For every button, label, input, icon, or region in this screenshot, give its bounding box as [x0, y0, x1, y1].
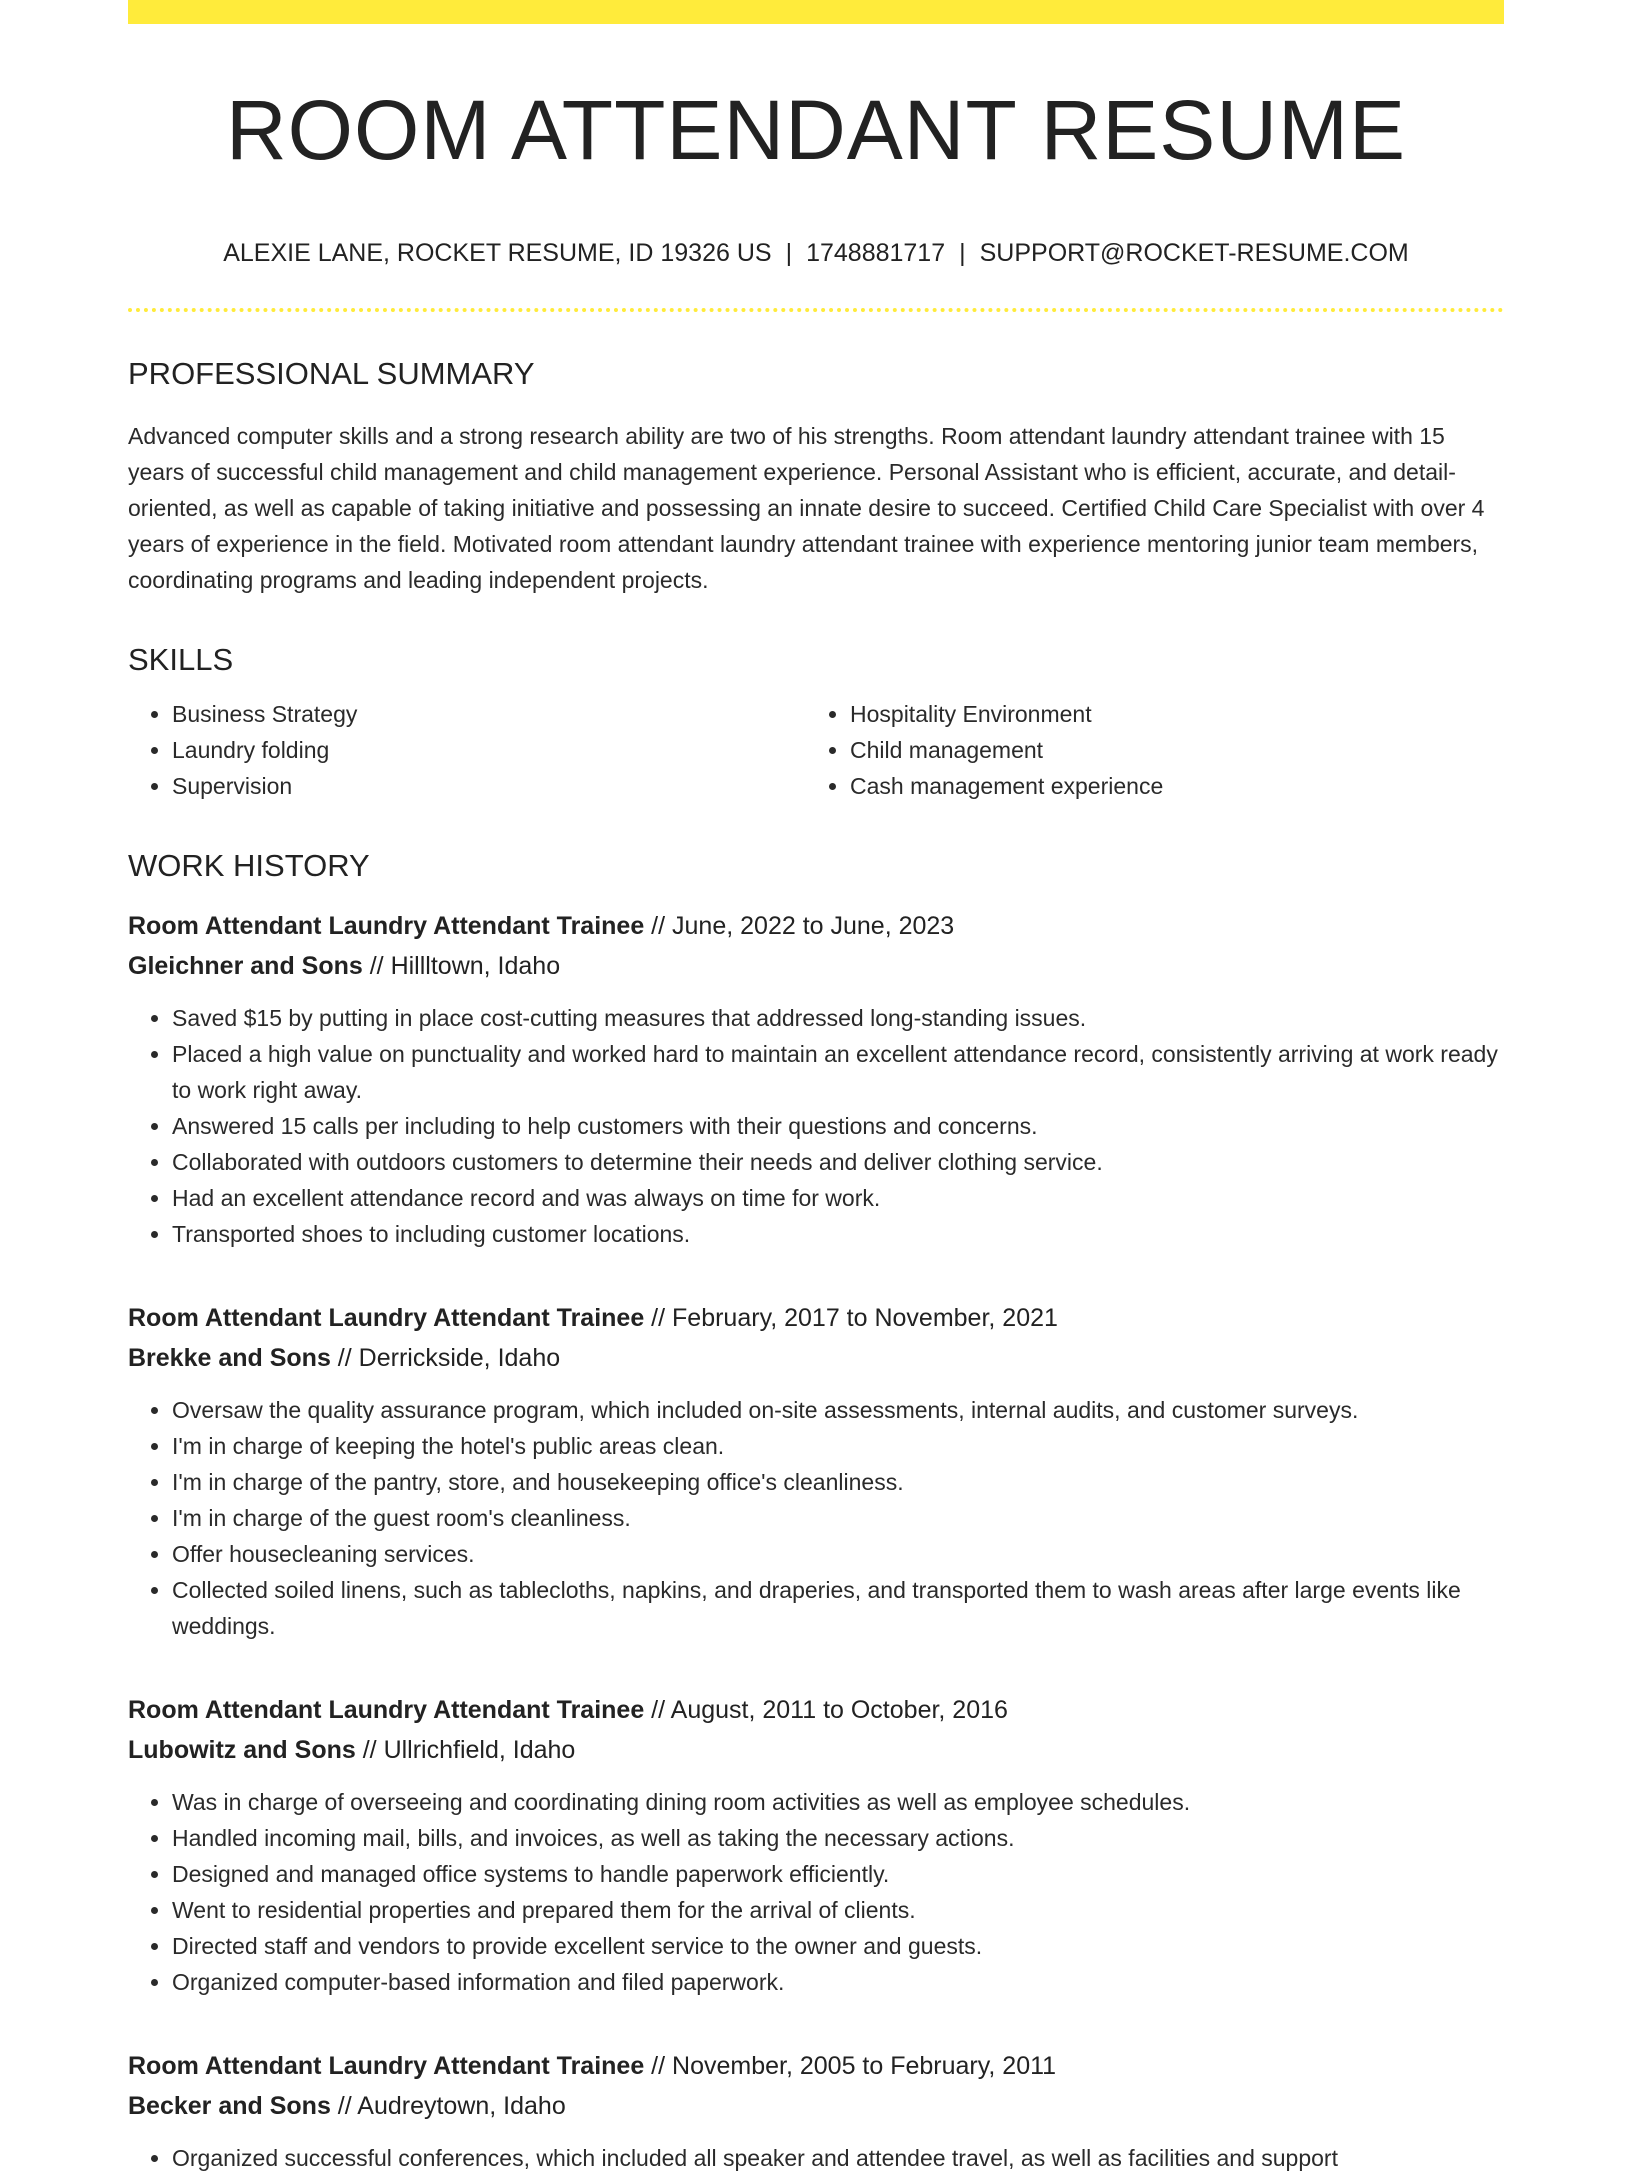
- job-delimiter: //: [330, 1344, 359, 1372]
- contact-email: SUPPORT@ROCKET-RESUME.COM: [979, 239, 1409, 267]
- job-location: Derrickside, Idaho: [358, 1344, 561, 1372]
- skill-item: • Cash management experience: [850, 768, 1484, 804]
- job-title: Room Attendant Laundry Attendant Trainee: [128, 1304, 645, 1332]
- job-company: Gleichner and Sons: [128, 952, 363, 980]
- job-delimiter: //: [362, 952, 391, 980]
- job-title: Room Attendant Laundry Attendant Trainee: [128, 912, 645, 940]
- contact-separator: |: [785, 239, 793, 267]
- job-bullet: • Designed and managed office systems to handle paperwork efficiently.: [172, 1856, 1504, 1892]
- job-bullets: [128, 1784, 1504, 2000]
- job-bullet: • Answered 15 calls per including to help customers with their questions and concerns.: [172, 1108, 1504, 1144]
- contact-address: ALEXIE LANE, ROCKET RESUME, ID 19326 US: [223, 239, 772, 267]
- job-dates: November, 2005 to February, 2011: [672, 2052, 1057, 2080]
- job-bullet: • Went to residential properties and prepared them for the arrival of clients.: [172, 1892, 1504, 1928]
- job-bullet: • Saved $15 by putting in place cost-cutting measures that addressed long-standing issues.: [172, 1000, 1504, 1036]
- skill-item: • Business Strategy: [172, 696, 806, 732]
- job-title: Room Attendant Laundry Attendant Trainee: [128, 1696, 645, 1724]
- job-company-line: [128, 946, 1504, 986]
- job-bullet: • Organized computer-based information and filed paperwork.: [172, 1964, 1504, 2000]
- job-company: Brekke and Sons: [128, 1344, 331, 1372]
- job-entry: [128, 2046, 1504, 2176]
- summary-text: Advanced computer skills and a strong research ability are two of his strengths. Room attendant laundry attendant trainee with 15 years of successful child management and child management experience. Personal Assistant who is efficient, accurate, and detail-oriented, as well as capable of taking initiative and possessing an innate desire to succeed. Certified Child Care Specialist with over 4 years of experience in the field. Motivated room attendant laundry attendant trainee with experience mentoring junior team members, coordinating programs and leading independent projects.: [128, 423, 1485, 593]
- job-entry: [128, 1690, 1504, 2000]
- job-dates: August, 2011 to October, 2016: [670, 1696, 1008, 1724]
- job-delimiter: //: [355, 1736, 384, 1764]
- job-title-line: [128, 2046, 1504, 2086]
- skills-list: [128, 696, 1504, 804]
- job-location: Audreytown, Idaho: [357, 2092, 566, 2120]
- skill-item: • Hospitality Environment: [850, 696, 1484, 732]
- job-company-line: [128, 2086, 1504, 2126]
- job-location: Hillltown, Idaho: [390, 952, 561, 980]
- job-bullet: • Collaborated with outdoors customers to determine their needs and deliver clothing service.: [172, 1144, 1504, 1180]
- job-title-line: [128, 1298, 1504, 1338]
- job-bullet: • Transported shoes to including customer locations.: [172, 1216, 1504, 1252]
- skill-item: • Child management: [850, 732, 1484, 768]
- job-bullets: [128, 2140, 1504, 2176]
- contact-phone: 1748881717: [806, 239, 946, 267]
- job-company-line: [128, 1730, 1504, 1770]
- work-history-heading: WORK HISTORY: [128, 848, 370, 883]
- job-title-line: [128, 906, 1504, 946]
- job-bullet: • Was in charge of overseeing and coordinating dining room activities as well as employee schedules.: [172, 1784, 1504, 1820]
- job-dates: February, 2017 to November, 2021: [672, 1304, 1058, 1332]
- job-bullets: [128, 1392, 1504, 1644]
- job-bullet: • Collected soiled linens, such as tablecloths, napkins, and draperies, and transported them to wash areas after large events like weddings.: [172, 1572, 1504, 1644]
- job-entry: [128, 906, 1504, 1252]
- job-dates: June, 2022 to June, 2023: [672, 912, 955, 940]
- job-bullet: • I'm in charge of the pantry, store, and housekeeping office's cleanliness.: [172, 1464, 1504, 1500]
- resume-title: ROOM ATTENDANT RESUME: [226, 83, 1406, 177]
- job-bullet: • I'm in charge of the guest room's cleanliness.: [172, 1500, 1504, 1536]
- resume-page: [128, 0, 1504, 2176]
- job-bullet: • Handled incoming mail, bills, and invoices, as well as taking the necessary actions.: [172, 1820, 1504, 1856]
- job-delimiter: //: [644, 1304, 673, 1332]
- contact-line: [128, 238, 1504, 268]
- top-accent-bar: [128, 0, 1504, 24]
- skill-item: • Supervision: [172, 768, 806, 804]
- job-location: Ullrichfield, Idaho: [383, 1736, 576, 1764]
- dotted-divider: [128, 308, 1504, 312]
- job-bullet: • Had an excellent attendance record and was always on time for work.: [172, 1180, 1504, 1216]
- job-bullet: • Offer housecleaning services.: [172, 1536, 1504, 1572]
- contact-separator: |: [959, 239, 966, 267]
- summary-heading: PROFESSIONAL SUMMARY: [128, 356, 535, 391]
- job-bullet: • Directed staff and vendors to provide excellent service to the owner and guests.: [172, 1928, 1504, 1964]
- job-delimiter: //: [644, 2052, 673, 2080]
- job-delimiter: //: [644, 1696, 671, 1724]
- skill-item: • Laundry folding: [172, 732, 806, 768]
- job-company: Lubowitz and Sons: [128, 1736, 356, 1764]
- skills-column-left: [128, 696, 806, 804]
- job-bullets: [128, 1000, 1504, 1252]
- job-delimiter: //: [644, 912, 673, 940]
- job-bullet: • Organized successful conferences, which included all speaker and attendee travel, as well as facilities and support: [172, 2140, 1504, 2176]
- job-entry: [128, 1298, 1504, 1644]
- skills-column-right: [806, 696, 1484, 804]
- job-company: Becker and Sons: [128, 2092, 331, 2120]
- job-bullet: • Oversaw the quality assurance program, which included on-site assessments, internal audits, and customer surveys.: [172, 1392, 1504, 1428]
- skills-heading: SKILLS: [128, 642, 234, 677]
- job-title: Room Attendant Laundry Attendant Trainee: [128, 2052, 645, 2080]
- job-bullet: • I'm in charge of keeping the hotel's public areas clean.: [172, 1428, 1504, 1464]
- job-title-line: [128, 1690, 1504, 1730]
- job-delimiter: //: [330, 2092, 358, 2120]
- job-bullet: • Placed a high value on punctuality and worked hard to maintain an excellent attendance record, consistently arriving at work ready to work right away.: [172, 1036, 1504, 1108]
- job-company-line: [128, 1338, 1504, 1378]
